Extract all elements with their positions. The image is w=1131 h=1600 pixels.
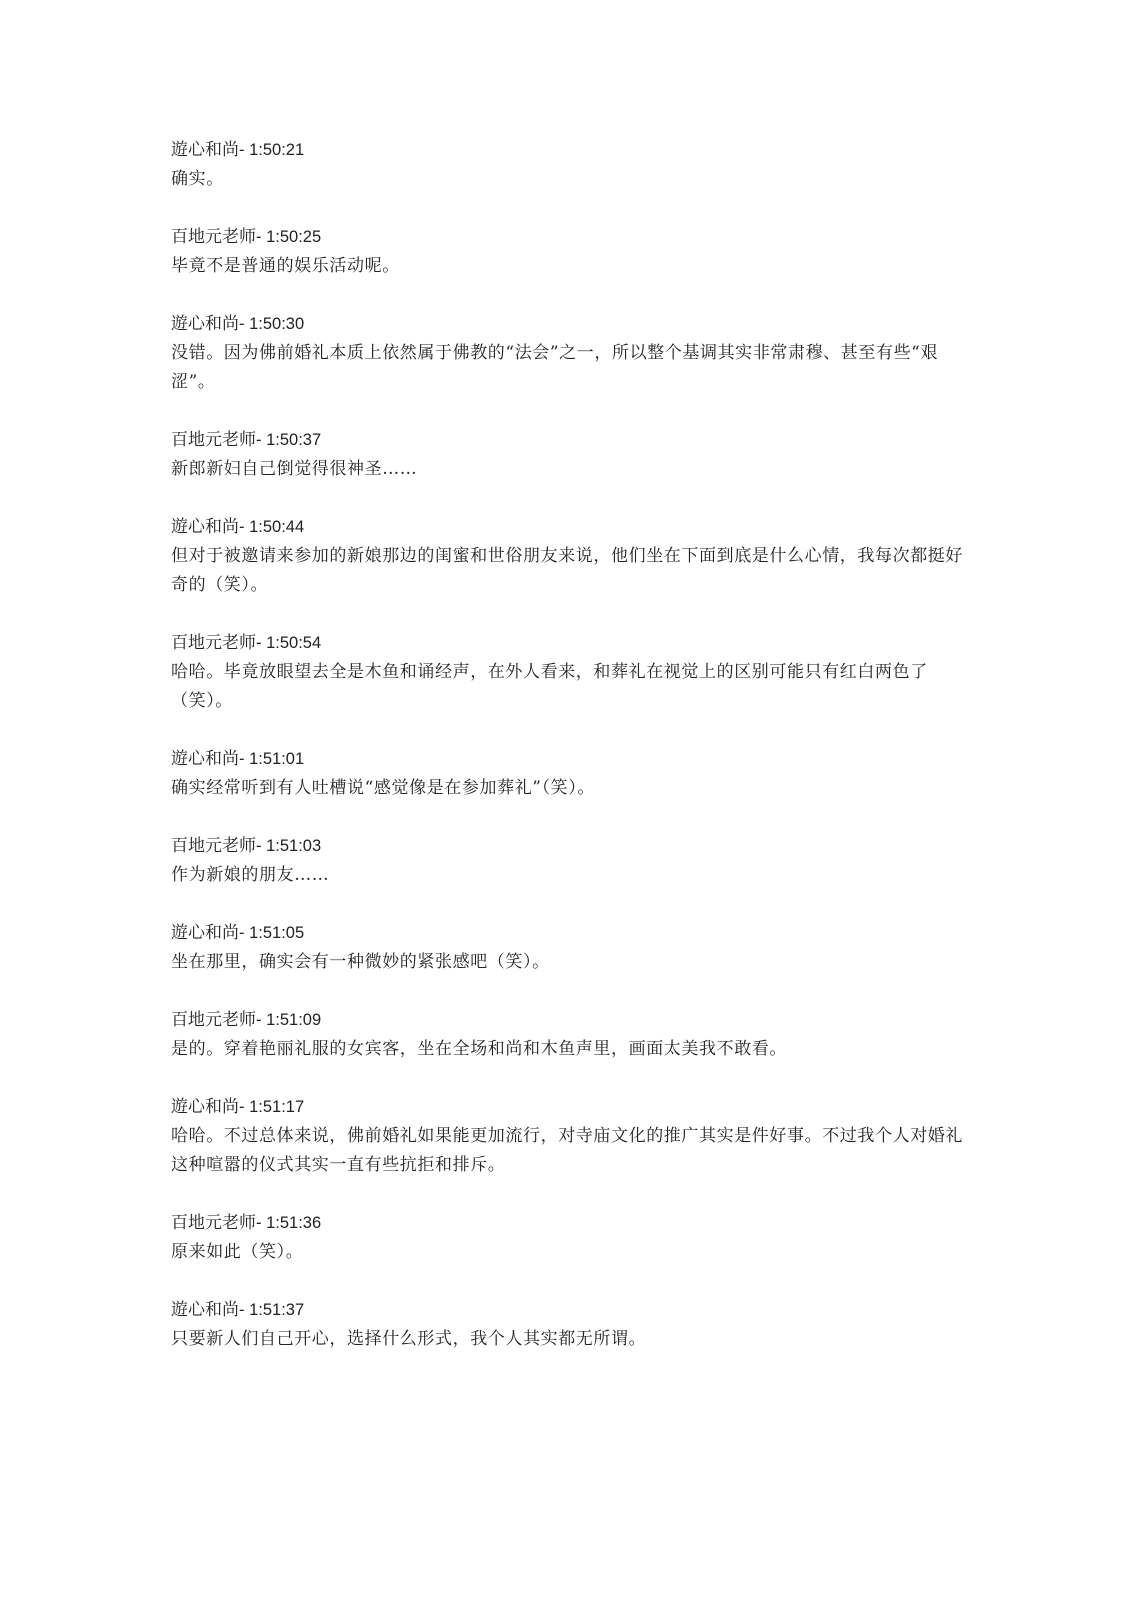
speaker-name: 遊心和尚 xyxy=(171,314,239,334)
utterance-text: 坐在那里，确实会有一种微妙的紧张感吧（笑）。 xyxy=(171,952,550,972)
transcript-entry xyxy=(171,832,971,890)
speaker-name: 百地元老师 xyxy=(171,1213,256,1233)
speaker-line: 百地元老师- 1:50:25 xyxy=(171,227,322,247)
speaker-name: 遊心和尚 xyxy=(171,1097,239,1117)
speaker-name: 遊心和尚 xyxy=(171,749,239,769)
speaker-name: 百地元老师 xyxy=(171,836,256,856)
utterance-text: 新郎新妇自己倒觉得很神圣…… xyxy=(171,459,418,479)
transcript-entry xyxy=(171,1093,971,1180)
utterance-text: 确实经常听到有人吐槽说“感觉像是在参加葬礼”（笑）。 xyxy=(171,778,595,798)
speaker-name: 遊心和尚 xyxy=(171,923,239,943)
speaker-line: 遊心和尚- 1:51:37 xyxy=(171,1300,305,1320)
timestamp: 1:50:25 xyxy=(266,228,322,246)
speaker-line: 百地元老师- 1:50:37 xyxy=(171,430,322,450)
speaker-name: 百地元老师 xyxy=(171,633,256,653)
utterance-text: 哈哈。毕竟放眼望去全是木鱼和诵经声，在外人看来，和葬礼在视觉上的区别可能只有红白两色了（笑）。 xyxy=(171,662,928,711)
speaker-name: 百地元老师 xyxy=(171,430,256,450)
transcript-entry xyxy=(171,310,971,397)
transcript-entry xyxy=(171,919,971,977)
speaker-line: 遊心和尚- 1:50:44 xyxy=(171,517,305,537)
speaker-line: 百地元老师- 1:51:09 xyxy=(171,1010,322,1030)
speaker-name: 遊心和尚 xyxy=(171,1300,239,1320)
utterance-text: 只要新人们自己开心，选择什么形式，我个人其实都无所谓。 xyxy=(171,1329,647,1349)
speaker-line: 百地元老师- 1:50:54 xyxy=(171,633,322,653)
speaker-line: 遊心和尚- 1:50:30 xyxy=(171,314,305,334)
timestamp: 1:51:37 xyxy=(249,1301,305,1319)
speaker-name: 百地元老师 xyxy=(171,1010,256,1030)
speaker-line: 百地元老师- 1:51:36 xyxy=(171,1213,322,1233)
speaker-line: 遊心和尚- 1:50:21 xyxy=(171,140,305,160)
timestamp: 1:51:36 xyxy=(266,1214,322,1232)
utterance-text: 原来如此（笑）。 xyxy=(171,1242,304,1262)
timestamp: 1:50:54 xyxy=(266,634,322,652)
transcript-entry xyxy=(171,513,971,600)
timestamp: 1:50:30 xyxy=(249,315,305,333)
speaker-name: 百地元老师 xyxy=(171,227,256,247)
timestamp: 1:51:17 xyxy=(249,1098,305,1116)
transcript-entry xyxy=(171,745,971,803)
speaker-line: 遊心和尚- 1:51:05 xyxy=(171,923,305,943)
timestamp: 1:50:21 xyxy=(249,141,305,159)
speaker-line: 遊心和尚- 1:51:17 xyxy=(171,1097,305,1117)
speaker-line: 百地元老师- 1:51:03 xyxy=(171,836,322,856)
utterance-text: 哈哈。不过总体来说，佛前婚礼如果能更加流行，对寺庙文化的推广其实是件好事。不过我个人对婚礼这种喧嚣的仪式其实一直有些抗拒和排斥。 xyxy=(171,1126,963,1175)
transcript-entry xyxy=(171,629,971,716)
speaker-name: 遊心和尚 xyxy=(171,140,239,160)
speaker-name: 遊心和尚 xyxy=(171,517,239,537)
utterance-text: 是的。穿着艳丽礼服的女宾客，坐在全场和尚和木鱼声里，画面太美我不敢看。 xyxy=(171,1039,787,1059)
transcript-entry xyxy=(171,426,971,484)
transcript-entry xyxy=(171,1006,971,1064)
transcript-entry xyxy=(171,136,971,194)
timestamp: 1:50:37 xyxy=(266,431,322,449)
timestamp: 1:51:03 xyxy=(266,837,322,855)
transcript-entry xyxy=(171,1209,971,1267)
utterance-text: 没错。因为佛前婚礼本质上依然属于佛教的“法会”之一，所以整个基调其实非常肃穆、甚至有些“艰涩”。 xyxy=(171,343,939,392)
utterance-text: 毕竟不是普通的娱乐活动呢。 xyxy=(171,256,400,276)
timestamp: 1:50:44 xyxy=(249,518,305,536)
timestamp: 1:51:09 xyxy=(266,1011,322,1029)
timestamp: 1:51:05 xyxy=(249,924,305,942)
timestamp: 1:51:01 xyxy=(249,750,305,768)
transcript xyxy=(171,136,971,1383)
transcript-entry xyxy=(171,1296,971,1354)
utterance-text: 作为新娘的朋友…… xyxy=(171,865,330,885)
utterance-text: 但对于被邀请来参加的新娘那边的闺蜜和世俗朋友来说，他们坐在下面到底是什么心情，我每次都挺好奇的（笑）。 xyxy=(171,546,963,595)
speaker-line: 遊心和尚- 1:51:01 xyxy=(171,749,305,769)
transcript-entry xyxy=(171,223,971,281)
utterance-text: 确实。 xyxy=(171,169,224,189)
